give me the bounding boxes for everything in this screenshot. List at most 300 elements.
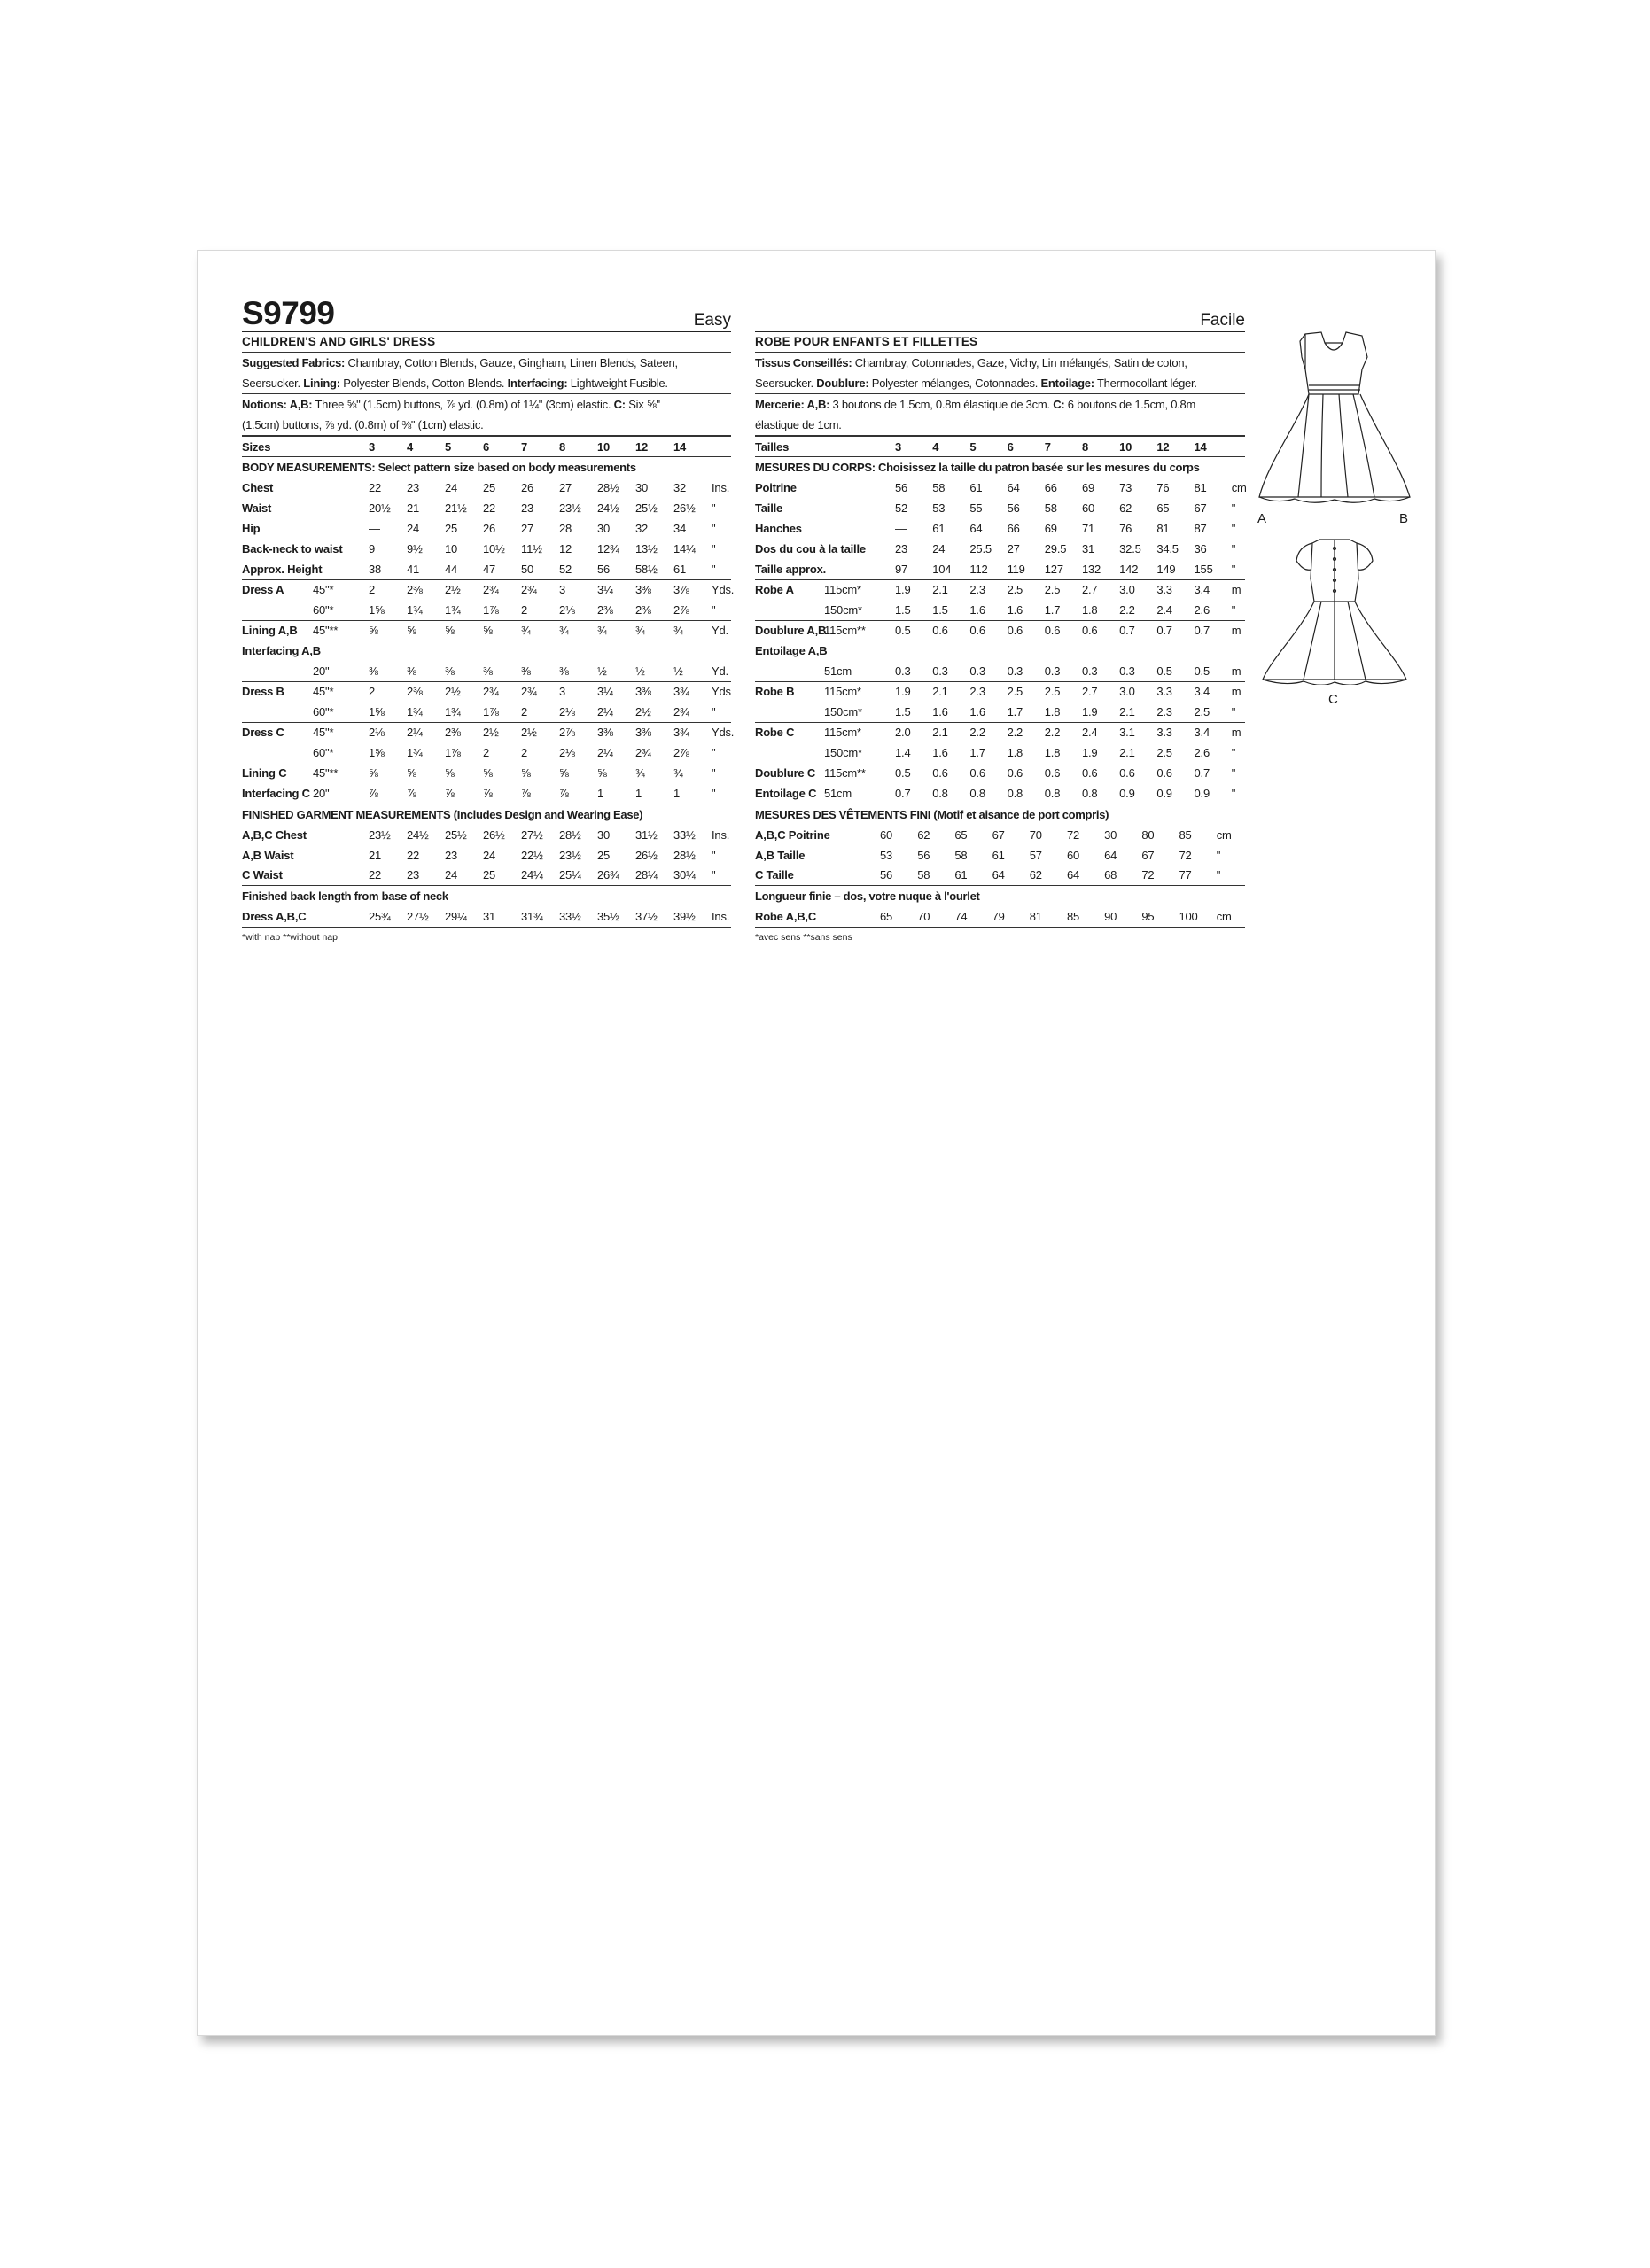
table-cell: 2¼: [597, 746, 613, 759]
fabric-width: 150cm*: [824, 602, 862, 617]
row-label: A,B,C Chest: [242, 827, 307, 842]
table-cell: 65: [1156, 501, 1170, 515]
row-label: [242, 600, 313, 620]
row-label: Dress A: [242, 579, 313, 600]
table-cell: 1¾: [445, 602, 461, 617]
table-cell: 21½: [445, 501, 467, 515]
table-cell: 32: [635, 522, 649, 535]
size-header: 12: [1156, 437, 1194, 457]
table-cell: 3.4: [1195, 681, 1232, 702]
table-cell: 27: [521, 522, 534, 535]
fabric-width: 45"*: [313, 722, 369, 742]
table-cell: 30: [635, 481, 649, 494]
table-cell: 24: [932, 542, 946, 555]
table-cell: 0.5: [895, 620, 932, 641]
table-cell: 2.3: [969, 579, 1007, 600]
table-cell: ⅜: [369, 664, 378, 678]
notions-c-text-cont: (1.5cm) buttons, ⅞ yd. (0.8m) of ⅜" (1cm) elastic.: [242, 418, 484, 431]
table-cell: ⅝: [407, 766, 416, 780]
table-cell: 76: [1156, 481, 1170, 494]
table-cell: 26½: [635, 848, 658, 862]
table-cell: [1082, 641, 1119, 661]
unit-cell: m: [1232, 681, 1245, 702]
table-cell: 1: [673, 783, 712, 804]
table-cell: ⅝: [445, 620, 483, 641]
table-cell: 2⅜: [407, 681, 445, 702]
interfacing-label: Entoilage:: [1040, 377, 1094, 390]
row-label: Hip: [242, 522, 261, 535]
table-row: [242, 579, 731, 600]
table-cell: 30: [1104, 827, 1117, 842]
table-cell: 1.9: [1081, 704, 1098, 718]
table-cell: 0.5: [1156, 664, 1172, 678]
fabric-width: 45"*: [313, 681, 369, 702]
table-cell: 2.4: [1082, 722, 1119, 742]
table-cell: 0.6: [1082, 620, 1119, 641]
difficulty-label: Easy: [693, 311, 731, 330]
table-row: [242, 763, 731, 783]
table-cell: 23: [895, 542, 908, 555]
fabric-width: 115cm*: [824, 722, 895, 742]
unit-cell: ": [1231, 522, 1236, 535]
unit-cell: cm: [1216, 827, 1232, 842]
row-label: Taille approx.: [755, 562, 827, 576]
notions-label: Mercerie: A,B:: [755, 398, 830, 411]
table-cell: 0.8: [1082, 783, 1119, 804]
table-row: [242, 641, 731, 661]
table-cell: 12: [559, 542, 572, 555]
table-cell: 1.6: [969, 704, 985, 718]
table-cell: 2¾: [673, 704, 689, 718]
row-label: Dos du cou à la taille: [755, 542, 866, 555]
table-cell: 0.3: [932, 664, 948, 678]
table-cell: ⅝: [407, 620, 445, 641]
table-cell: 36: [1194, 542, 1207, 555]
table-cell: 104: [932, 562, 952, 576]
table-cell: 2⅛: [559, 704, 575, 718]
table-cell: 30: [597, 522, 611, 535]
fabric-width: 115cm**: [824, 620, 895, 641]
table-cell: 2.1: [932, 681, 969, 702]
table-row: [755, 763, 1245, 783]
table-row: [242, 783, 731, 804]
table-cell: 62: [1119, 501, 1132, 515]
fabric-width: 150cm*: [824, 746, 862, 759]
notions-c-text: 6 boutons de 1.5cm, 0.8m: [1064, 398, 1196, 411]
table-cell: 0.8: [969, 783, 1007, 804]
table-cell: ¾: [673, 766, 683, 780]
table-cell: 2¾: [521, 579, 559, 600]
suggested-fabrics: [755, 353, 1245, 394]
unit-cell: ": [1232, 783, 1245, 804]
table-cell: 3⅜: [635, 579, 673, 600]
fabric-width: 115cm*: [824, 681, 895, 702]
row-label: [755, 661, 824, 681]
table-cell: 2½: [635, 704, 651, 718]
table-cell: 2¼: [597, 704, 613, 718]
sizes-label: Tailles: [755, 437, 895, 457]
unit-cell: Yds: [712, 681, 731, 702]
table-cell: 34: [673, 522, 687, 535]
table-row: [755, 498, 1245, 518]
table-row: [242, 866, 731, 886]
table-cell: 1.7: [969, 746, 985, 759]
row-label: Dress C: [242, 722, 313, 742]
table-cell: 64: [969, 522, 983, 535]
table-cell: 64: [1067, 866, 1104, 886]
table-cell: 0.3: [969, 664, 985, 678]
table-cell: 3¼: [597, 579, 635, 600]
table-cell: 23: [407, 481, 420, 494]
table-cell: 2½: [445, 681, 483, 702]
table-cell: 26½: [483, 827, 505, 842]
table-cell: 77: [1179, 866, 1217, 886]
table-cell: 58: [1044, 501, 1057, 515]
table-cell: 34.5: [1156, 542, 1179, 555]
row-label: Taille: [755, 501, 783, 515]
table-cell: 61: [992, 848, 1005, 862]
table-cell: ⅞: [483, 783, 521, 804]
table-cell: 2½: [445, 579, 483, 600]
table-cell: 3⅜: [635, 681, 673, 702]
fabric-width: 60"*: [313, 746, 334, 759]
fabrics-text-cont: Seersucker.: [755, 377, 817, 390]
table-cell: 100: [1179, 906, 1217, 927]
interfacing-text: Thermocollant léger.: [1094, 377, 1197, 390]
table-cell: ⅝: [483, 766, 493, 780]
table-cell: 24¼: [521, 866, 559, 886]
table-cell: 23: [407, 866, 445, 886]
table-cell: 2.6: [1194, 602, 1210, 617]
notions-label: Notions: A,B:: [242, 398, 313, 411]
table-cell: ¾: [635, 766, 645, 780]
table-cell: 10: [445, 542, 458, 555]
table-cell: 2⅜: [445, 722, 483, 742]
unit-cell: ": [712, 848, 716, 862]
unit-cell: Ins.: [712, 906, 731, 927]
table-cell: 27: [559, 481, 572, 494]
lining-label: Lining:: [303, 377, 340, 390]
table-cell: 2.3: [1156, 704, 1172, 718]
table-cell: 56: [917, 848, 930, 862]
table-cell: ¾: [635, 620, 673, 641]
table-cell: 10½: [483, 542, 505, 555]
size-header: 3: [369, 437, 407, 457]
table-cell: 23½: [369, 827, 391, 842]
table-cell: 24½: [407, 827, 429, 842]
table-cell: 2.5: [1045, 579, 1082, 600]
table-cell: 0.8: [932, 783, 969, 804]
difficulty-label: Facile: [1200, 311, 1245, 330]
fabric-width: 45"*: [313, 579, 369, 600]
unit-cell: ": [712, 746, 716, 759]
unit-cell: [1232, 641, 1245, 661]
table-row: [242, 845, 731, 866]
table-cell: 64: [1104, 848, 1117, 862]
table-cell: 3.1: [1119, 722, 1156, 742]
notions-c-text: Six ⅝": [625, 398, 660, 411]
table-cell: [597, 641, 635, 661]
table-cell: 25¾: [369, 906, 407, 927]
unit-cell: ": [712, 866, 731, 886]
table-row: [755, 742, 1245, 763]
table-cell: 2⅞: [559, 722, 597, 742]
fabric-width: 45"**: [313, 766, 339, 780]
table-cell: 9½: [407, 542, 423, 555]
unit-cell: m: [1232, 620, 1245, 641]
table-cell: [369, 641, 407, 661]
table-cell: 1¾: [407, 746, 423, 759]
french-column: [755, 293, 1245, 944]
size-header: 12: [635, 437, 673, 457]
table-cell: ⅞: [521, 783, 559, 804]
table-cell: 0.6: [1081, 766, 1098, 780]
table-cell: 25½: [635, 501, 658, 515]
table-cell: 56: [880, 866, 917, 886]
table-cell: 2.1: [932, 722, 969, 742]
table-cell: 2: [369, 579, 407, 600]
unit-cell: ": [712, 501, 716, 515]
footnote: *avec sens **sans sens: [755, 931, 852, 943]
table-cell: [483, 641, 521, 661]
table-cell: 2.2: [1008, 722, 1045, 742]
notions-c-label: C:: [1053, 398, 1065, 411]
table-cell: 1⅞: [483, 704, 499, 718]
table-cell: 29.5: [1044, 542, 1067, 555]
table-cell: 2¾: [483, 681, 521, 702]
table-cell: 55: [969, 501, 983, 515]
table-cell: 2⅞: [673, 746, 689, 759]
table-cell: 2.2: [1119, 602, 1135, 617]
row-label: Doublure A,B: [755, 620, 824, 641]
size-header: 4: [407, 437, 445, 457]
table-cell: 1.6: [969, 602, 985, 617]
fabrics-text-cont: Seersucker.: [242, 377, 304, 390]
table-row: [755, 518, 1245, 539]
table-cell: 2.2: [969, 722, 1007, 742]
table-cell: 31: [483, 906, 521, 927]
table-cell: 64: [1007, 481, 1020, 494]
table-cell: 24½: [597, 501, 619, 515]
table-cell: 97: [895, 562, 908, 576]
table-cell: 37½: [635, 906, 673, 927]
table-cell: 76: [1119, 522, 1132, 535]
row-label: Robe A,B,C: [755, 906, 880, 927]
row-label: Entoilage C: [755, 783, 824, 804]
table-row: [755, 539, 1245, 559]
row-label: Hanches: [755, 522, 802, 535]
table-cell: 60: [1066, 848, 1079, 862]
table-cell: 66: [1044, 481, 1057, 494]
table-cell: 25½: [445, 827, 467, 842]
table-cell: [1119, 641, 1156, 661]
row-label: Dress A,B,C: [242, 906, 369, 927]
table-cell: [1045, 641, 1082, 661]
table-cell: ⅞: [369, 783, 407, 804]
table-cell: 69: [1044, 522, 1057, 535]
row-label: Robe A: [755, 579, 824, 600]
table-cell: ⅝: [521, 766, 531, 780]
finished-measurements-heading: FINISHED GARMENT MEASUREMENTS (Includes Design and Wearing Ease): [242, 807, 643, 821]
fabrics-text: Chambray, Cotton Blends, Gauze, Gingham, Linen Blends, Sateen,: [345, 356, 678, 369]
table-cell: ½: [635, 664, 645, 678]
unit-cell: ": [1231, 746, 1236, 759]
footnote: *with nap **without nap: [242, 931, 338, 943]
row-label: Lining C: [242, 766, 287, 780]
table-cell: 3.0: [1119, 681, 1156, 702]
notions-c-text-cont: élastique de 1cm.: [755, 418, 842, 431]
table-cell: 57: [1029, 848, 1042, 862]
table-cell: 0.3: [895, 664, 911, 678]
row-label: Chest: [242, 481, 274, 494]
unit-cell: ": [712, 766, 716, 780]
table-row: [755, 641, 1245, 661]
table-cell: 3⅜: [635, 722, 673, 742]
lining-text: Polyester Blends, Cotton Blends.: [339, 377, 508, 390]
table-row: [755, 559, 1245, 579]
interfacing-text: Lightweight Fusible.: [567, 377, 668, 390]
table-cell: 2⅛: [369, 722, 407, 742]
table-cell: 41: [407, 562, 420, 576]
table-cell: ⅞: [445, 783, 483, 804]
row-label: A,B Waist: [242, 848, 294, 862]
table-cell: 21: [369, 848, 382, 862]
table-row: [242, 559, 731, 579]
table-cell: 24: [445, 866, 483, 886]
garment-illustrations: [1250, 330, 1419, 707]
table-cell: 2½: [521, 722, 559, 742]
table-cell: ⅝: [369, 766, 378, 780]
table-row: [242, 906, 731, 927]
table-cell: 81: [1030, 906, 1067, 927]
size-header: 10: [1119, 437, 1156, 457]
table-cell: 30: [597, 827, 611, 842]
table-cell: 71: [1081, 522, 1095, 535]
table-cell: 0.3: [1119, 664, 1135, 678]
row-label: A,B,C Poitrine: [755, 827, 830, 842]
table-cell: 0.6: [1007, 766, 1023, 780]
table-cell: 9: [369, 542, 376, 555]
table-cell: 1.8: [1007, 746, 1023, 759]
size-header: 10: [597, 437, 635, 457]
table-cell: [1156, 641, 1194, 661]
table-cell: 2.5: [1045, 681, 1082, 702]
unit-cell: m: [1232, 579, 1245, 600]
pattern-number: S9799: [242, 295, 335, 331]
table-cell: 2: [521, 746, 528, 759]
table-cell: 72: [1179, 848, 1192, 862]
table-cell: 2¼: [407, 722, 445, 742]
table-cell: [673, 641, 712, 661]
table-cell: 0.6: [1156, 766, 1172, 780]
table-cell: 3.0: [1119, 579, 1156, 600]
table-cell: 0.7: [1194, 766, 1210, 780]
table-cell: 23½: [559, 501, 581, 515]
table-cell: 61: [673, 562, 687, 576]
table-cell: 26¾: [597, 866, 635, 886]
table-cell: 72: [1141, 866, 1179, 886]
table-cell: 23: [521, 501, 534, 515]
row-label: Robe C: [755, 722, 824, 742]
table-cell: 72: [1066, 827, 1079, 842]
body-measurements-heading: MESURES DU CORPS: Choisissez la taille du patron basée sur les mesures du corps: [755, 461, 1200, 474]
table-row: [242, 825, 731, 845]
unit-cell: ": [712, 522, 716, 535]
table-cell: 149: [1156, 562, 1176, 576]
size-header: 7: [521, 437, 559, 457]
table-row: [755, 783, 1245, 804]
view-a-label: A: [1257, 511, 1267, 526]
table-cell: 25.5: [969, 542, 992, 555]
table-cell: 12¾: [597, 542, 619, 555]
fabrics-label: Suggested Fabrics:: [242, 356, 346, 369]
table-cell: ¾: [521, 620, 559, 641]
table-cell: 1: [635, 783, 673, 804]
table-row: [242, 498, 731, 518]
table-row: [242, 722, 731, 742]
table-cell: 25: [597, 848, 611, 862]
table-cell: 24: [483, 848, 496, 862]
row-label: Interfacing A,B: [242, 644, 321, 657]
table-cell: 1.5: [895, 602, 911, 617]
header: [755, 293, 1245, 332]
table-cell: 1⅞: [445, 746, 461, 759]
table-cell: 2⅜: [597, 602, 613, 617]
table-cell: 38: [369, 562, 382, 576]
table-cell: 0.5: [895, 766, 911, 780]
table-cell: 0.3: [1044, 664, 1061, 678]
fabric-width: 45"**: [313, 620, 369, 641]
row-label: [755, 600, 824, 620]
table-cell: 26: [521, 481, 534, 494]
unit-cell: ": [1231, 501, 1236, 515]
table-cell: 1.9: [895, 579, 932, 600]
table-cell: 1¾: [445, 704, 461, 718]
unit-cell: Yd.: [712, 620, 731, 641]
size-header: 4: [932, 437, 969, 457]
table-cell: 33½: [559, 906, 597, 927]
table-row: [755, 478, 1245, 498]
table-row: [755, 600, 1245, 620]
table-cell: 80: [1141, 827, 1155, 842]
size-header: 3: [895, 437, 932, 457]
table-cell: 44: [445, 562, 458, 576]
table-cell: 47: [483, 562, 496, 576]
unit-cell: ": [1231, 704, 1236, 718]
table-cell: 2.5: [1156, 746, 1172, 759]
row-label: Dress B: [242, 681, 313, 702]
table-cell: 0.6: [1119, 766, 1135, 780]
row-label: Doublure C: [755, 766, 816, 780]
table-cell: 23: [445, 848, 458, 862]
table-cell: 1⅝: [369, 746, 385, 759]
notions: [755, 394, 1245, 436]
table-cell: 2.5: [1008, 681, 1045, 702]
row-label: [242, 702, 313, 722]
notions-text: Three ⅝" (1.5cm) buttons, ⅞ yd. (0.8m) of 1¼" (3cm) elastic.: [312, 398, 614, 411]
fabrics-label: Tissus Conseillés:: [755, 356, 852, 369]
table-cell: 155: [1194, 562, 1213, 576]
table-cell: 2.1: [1119, 704, 1135, 718]
back-length-heading: Finished back length from base of neck: [242, 889, 448, 903]
table-row: [242, 702, 731, 722]
row-label: Poitrine: [755, 481, 797, 494]
table-cell: 1.9: [895, 681, 932, 702]
table-row: [755, 722, 1245, 742]
row-label: Lining A,B: [242, 620, 313, 641]
table-cell: 2.1: [1119, 746, 1135, 759]
table-cell: 26½: [673, 501, 696, 515]
